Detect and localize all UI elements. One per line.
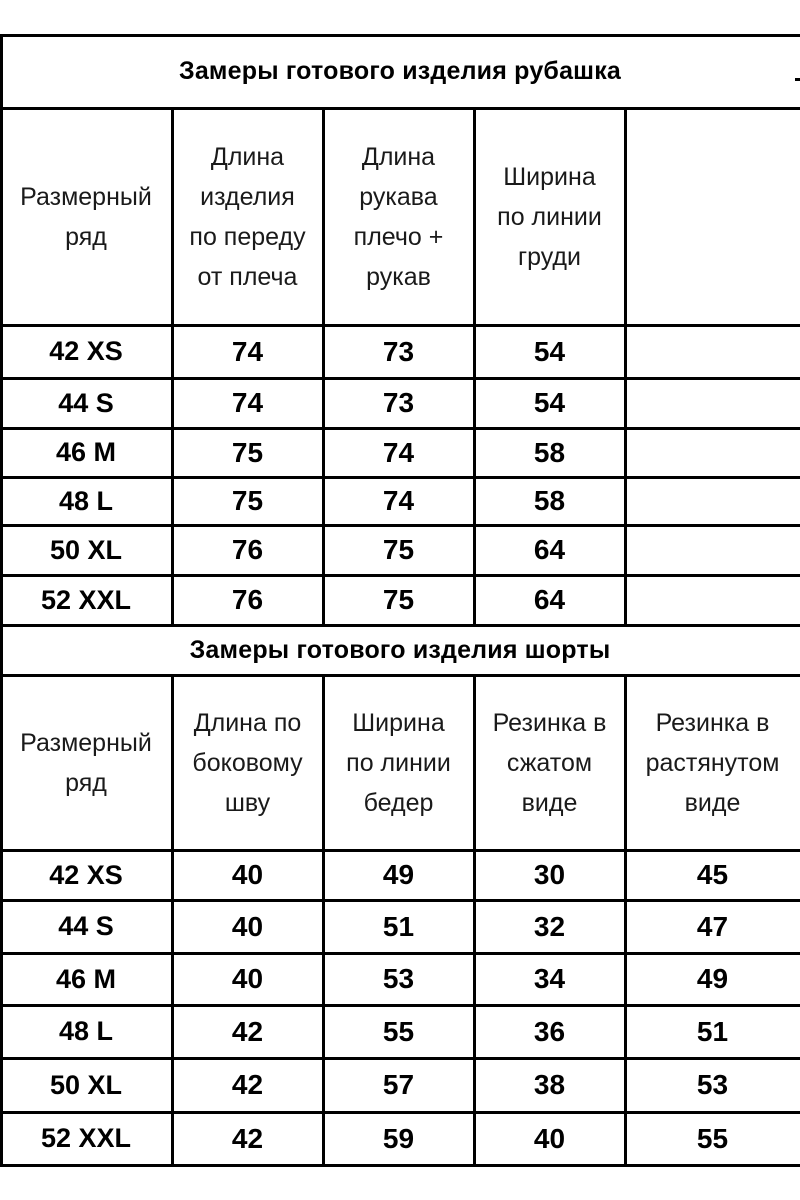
measurement-cell: 38 [533,1069,566,1100]
measurement-cell [625,477,800,525]
measurement-cell: 42 [231,1122,264,1154]
shorts-header-hip-width: Ширина по линии бедер [346,708,451,817]
measurement-cell: 75 [382,584,415,615]
size-label-cell: 46 M [55,437,117,467]
measurement-cell: 40 [231,910,264,942]
shorts-header-size: Размерный ряд [20,728,152,797]
measurement-cell: 32 [533,910,566,942]
measurement-cell: 73 [382,335,415,367]
shirt-table-title: Замеры готового изделия рубашка [178,57,622,85]
measurement-cell: 47 [696,910,729,942]
measurement-cell: 58 [533,436,566,468]
size-label-cell: 48 L [58,485,114,516]
measurement-cell: 45 [696,859,729,890]
shirt-header-chest-width: Ширина по линии груди [497,162,602,271]
measurement-cell: 59 [382,1122,415,1154]
measurement-cell: 75 [382,534,415,565]
size-label-cell: 46 M [55,963,117,994]
size-label-cell: 48 L [58,1016,114,1046]
measurement-cell: 40 [231,859,264,890]
shirt-header-front-length: Длина изделия по переду от плеча [189,142,306,291]
measurement-cell: 55 [696,1122,729,1154]
measurement-cell: 73 [382,387,415,418]
size-label-cell: 44 S [58,387,114,418]
measurement-cell [625,428,800,477]
size-label-cell: 52 XXL [40,584,132,615]
shorts-header-elastic-stretched: Резинка в растянутом виде [645,708,780,817]
measurement-cell: 64 [533,534,566,565]
shorts-table-title: Замеры готового изделия шорты [189,635,611,664]
measurement-cell: 30 [533,859,566,890]
size-label-cell: 50 XL [49,1069,123,1100]
size-label-cell: 50 XL [49,534,123,565]
measurement-cell [625,575,800,625]
shirt-header-size: Размерный ряд [20,182,152,251]
measurement-cell: 57 [382,1069,415,1100]
measurement-cell: 42 [231,1069,264,1100]
measurement-cell: 76 [231,584,264,615]
measurement-cell: 74 [231,387,264,418]
measurement-cell: 74 [382,485,415,516]
measurement-cell: 75 [231,436,264,468]
measurement-cell: 49 [382,859,415,890]
measurement-cell: 36 [533,1015,566,1047]
measurement-cell: 40 [533,1122,566,1154]
shorts-header-elastic-relaxed: Резинка в сжатом виде [492,708,607,817]
shirt-header-sleeve-length: Длина рукава плечо + рукав [353,142,444,291]
measurement-cell: 53 [696,1069,729,1100]
measurement-cell: 51 [696,1015,729,1047]
shirt-header-empty [625,108,800,325]
measurement-cell: 42 [231,1015,264,1047]
measurement-cell: 54 [533,335,566,367]
measurement-cell: 74 [231,335,264,367]
measurement-cell: 53 [382,963,415,994]
measurement-cell: 51 [382,910,415,942]
measurement-cell: 74 [382,436,415,468]
size-label-cell: 42 XS [49,859,123,890]
measurement-cell: 34 [533,963,566,994]
measurement-cell: 58 [533,485,566,516]
measurement-cell: 40 [231,963,264,994]
measurement-cell: 76 [231,534,264,565]
measurement-cell: 49 [696,963,729,994]
measurement-cell: 55 [382,1015,415,1047]
measurement-cell: 64 [533,584,566,615]
measurement-cell [625,325,800,378]
shorts-header-side-length: Длина по боковому шву [192,708,303,817]
measurement-cell: 54 [533,387,566,418]
measurement-cell [625,378,800,428]
size-label-cell: 42 XS [49,336,123,366]
size-label-cell: 44 S [58,911,114,941]
measurement-cell: 75 [231,485,264,516]
measurement-cell [625,525,800,575]
size-label-cell: 52 XXL [40,1123,132,1153]
